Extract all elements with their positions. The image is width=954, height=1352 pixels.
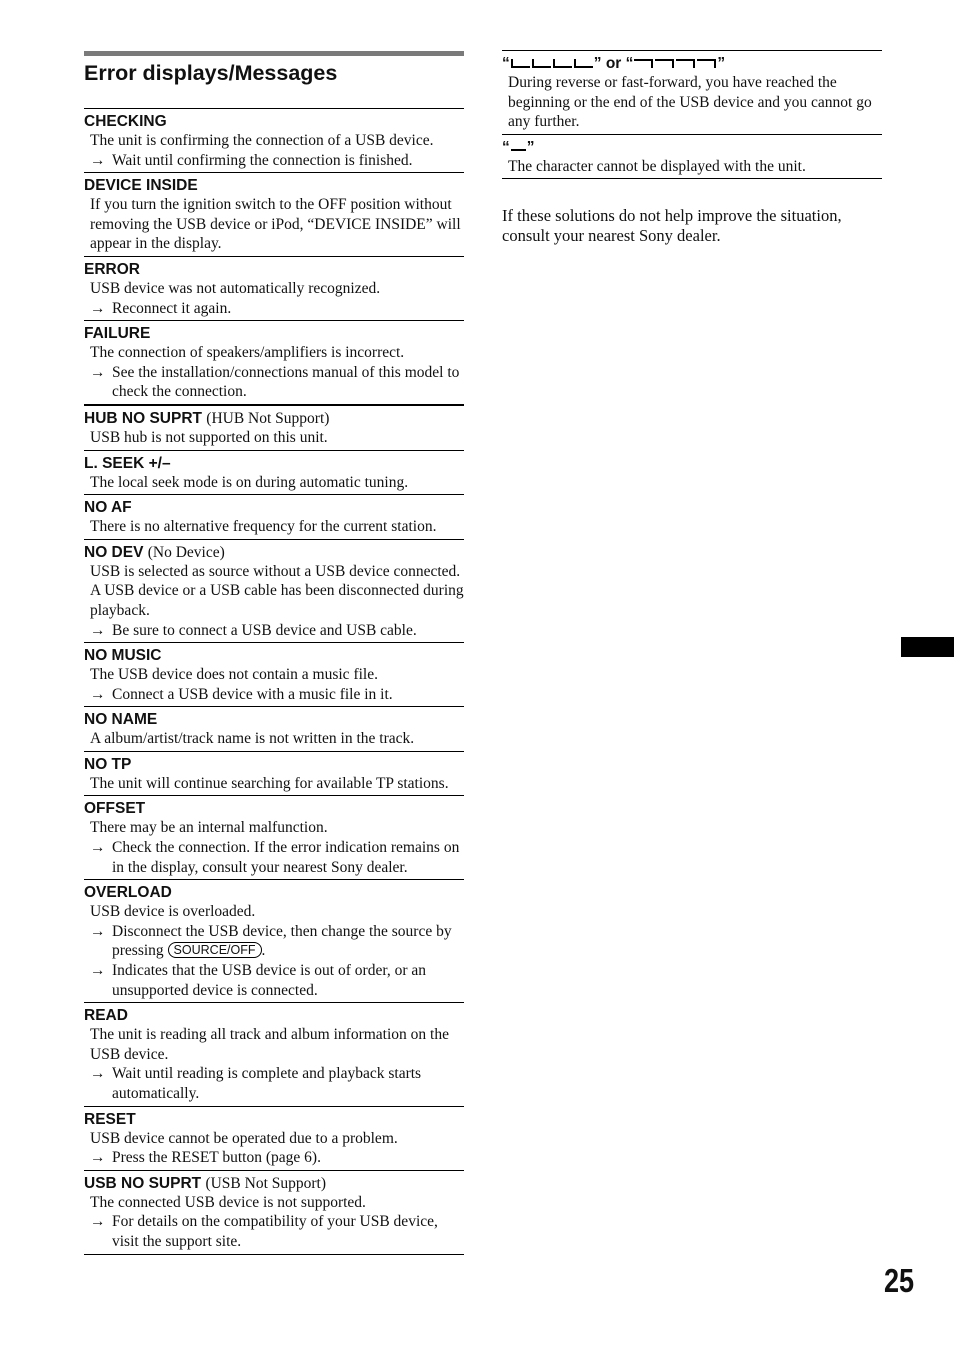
display-symbol-list: [502, 50, 882, 179]
action-text: Wait until confirming the connection is finished.: [112, 151, 413, 169]
arrow-icon: →: [90, 962, 106, 980]
left-column: [84, 51, 464, 1255]
entry-term: DEVICE INSIDE: [84, 177, 198, 195]
arrow-icon: →: [90, 839, 106, 857]
entry-description: USB device cannot be operated due to a problem.: [90, 1129, 398, 1147]
entry-no-af: [84, 495, 464, 540]
entry-hub-no-suprt: [84, 406, 464, 451]
entry-segment-indicators: [502, 51, 882, 135]
arrow-icon: →: [90, 151, 106, 169]
entry-read: [84, 1003, 464, 1106]
action-text: For details on the compatibility of your USB device, visit the support site.: [112, 1213, 438, 1250]
entry-description: There may be an internal malfunction.: [90, 819, 328, 837]
entry-usb-no-suprt: [84, 1171, 464, 1255]
arrow-icon: →: [90, 363, 106, 381]
entry-description: During reverse or fast-forward, you have reached the beginning or the end of the USB device and you cannot go any further.: [508, 74, 872, 131]
quote-close: ”: [593, 55, 602, 72]
entry-term: [84, 543, 464, 562]
underscore-display-icon: [511, 149, 526, 151]
arrow-icon: →: [90, 685, 106, 703]
entry-term: NO NAME: [84, 711, 158, 729]
entry-term: NO TP: [84, 755, 132, 773]
dealer-note: If these solutions do not help improve the situation, consult your nearest Sony dealer.: [502, 206, 842, 246]
entry-description: There is no alternative frequency for the current station.: [90, 518, 437, 536]
term-expansion: (No Device): [147, 543, 225, 561]
term-code: NO DEV: [84, 543, 144, 561]
arrow-icon: →: [90, 1213, 106, 1231]
term-code: USB NO SUPRT: [84, 1174, 202, 1192]
arrow-icon: →: [90, 299, 106, 317]
entry-action: [84, 363, 464, 402]
entry-term: [84, 409, 464, 428]
entry-failure: [84, 321, 464, 406]
entry-action: [84, 1148, 464, 1168]
entry-action: [84, 299, 464, 319]
entry-action: [84, 151, 464, 171]
entry-description: The character cannot be displayed with the unit.: [508, 157, 806, 175]
entry-checking: [84, 109, 464, 173]
entry-description: The connected USB device is not supported.: [90, 1193, 366, 1211]
page-title: Error displays/Messages: [84, 61, 338, 85]
arrow-icon: →: [90, 1149, 106, 1167]
entry-no-tp: [84, 752, 464, 797]
entry-term: [84, 1174, 464, 1193]
entry-description: The connection of speakers/amplifiers is incorrect.: [90, 344, 405, 362]
entry-term: [502, 138, 882, 157]
action-text: Be sure to connect a USB device and USB cable.: [112, 621, 417, 639]
entry-description: USB device was not automatically recognized.: [90, 279, 381, 297]
quote-open: “: [625, 55, 634, 72]
entry-action: [84, 1212, 464, 1251]
high-segment-display-icon: [633, 55, 717, 72]
arrow-icon: →: [90, 621, 106, 639]
entry-no-name: [84, 707, 464, 752]
entry-term: FAILURE: [84, 325, 151, 343]
entry-action: [84, 621, 464, 641]
entry-term: CHECKING: [84, 113, 167, 130]
quote-open: “: [502, 138, 510, 156]
entry-undisplayable-char: [502, 135, 882, 180]
entry-term: NO AF: [84, 499, 132, 517]
page-number: 25: [884, 1262, 915, 1299]
entry-no-music: [84, 643, 464, 707]
quote-close: ”: [717, 55, 726, 72]
entry-description: USB is selected as source without a USB device connected. A USB device or a USB cable has been disconnected during playback.: [90, 562, 464, 619]
entry-term: L. SEEK +/–: [84, 454, 171, 472]
arrow-icon: →: [90, 922, 106, 940]
quote-close: ”: [526, 138, 535, 156]
entry-description: USB device is overloaded.: [90, 903, 256, 921]
entry-description: The unit is confirming the connection of a USB device.: [90, 132, 434, 149]
term-expansion: (USB Not Support): [205, 1174, 327, 1192]
source-off-key-label: SOURCE/OFF: [168, 942, 262, 958]
entry-action: [84, 961, 464, 1000]
title-rule: [84, 51, 464, 56]
entry-term: ERROR: [84, 260, 140, 278]
entry-description: The unit is reading all track and album information on the USB device.: [90, 1026, 449, 1063]
low-segment-display-icon: [510, 55, 594, 72]
entry-term: RESET: [84, 1110, 136, 1128]
action-text: Reconnect it again.: [112, 299, 232, 317]
entry-action: [84, 838, 464, 877]
entry-description: The USB device does not contain a music file.: [90, 666, 378, 684]
action-text: Indicates that the USB device is out of order, or an unsupported device is connected.: [112, 962, 427, 999]
action-text: Press the RESET button (page 6).: [112, 1149, 321, 1167]
entry-overload: [84, 880, 464, 1003]
entry-description: The unit will continue searching for available TP stations.: [90, 774, 449, 792]
entry-no-dev: [84, 540, 464, 643]
entry-description: A album/artist/track name is not written in the track.: [90, 730, 415, 748]
entry-offset: [84, 796, 464, 880]
term-code: HUB NO SUPRT: [84, 409, 202, 427]
entry-action: [84, 1064, 464, 1103]
right-column: [502, 50, 882, 246]
section-tab-marker: [901, 637, 954, 657]
entry-description: The local seek mode is on during automatic tuning.: [90, 473, 409, 491]
action-text: Disconnect the USB device, then change the source by pressing: [112, 922, 452, 960]
entry-description: USB hub is not supported on this unit.: [90, 428, 328, 446]
entry-term: NO MUSIC: [84, 647, 162, 665]
arrow-icon: →: [90, 1065, 106, 1083]
entry-reset: [84, 1107, 464, 1171]
entry-description: If you turn the ignition switch to the OFF position without removing the USB device or iPod, “DEVICE INSIDE” will appear in the display.: [90, 196, 461, 253]
entry-action: → Disconnect the USB device, then change the source by pressing SOURCE/OFF .: [90, 922, 452, 960]
action-text: Wait until reading is complete and playback starts automatically.: [112, 1065, 422, 1102]
entry-term: OFFSET: [84, 800, 146, 818]
quote-open: “: [502, 55, 510, 72]
entry-action: [84, 685, 464, 705]
entry-term: READ: [84, 1007, 128, 1025]
action-text: Connect a USB device with a music file in it.: [112, 685, 393, 703]
message-list: [84, 108, 464, 1255]
entry-term: OVERLOAD: [84, 884, 172, 902]
term-expansion: (HUB Not Support): [206, 409, 330, 427]
entry-device-inside: [84, 173, 464, 257]
entry-term: [502, 54, 882, 73]
action-text: Check the connection. If the error indication remains on in the display, consult your nearest Sony dealer.: [112, 839, 460, 876]
or-joiner: or: [605, 55, 622, 72]
action-text: See the installation/connections manual of this model to check the connection.: [112, 363, 460, 401]
entry-l-seek: [84, 451, 464, 496]
entry-error: [84, 257, 464, 321]
